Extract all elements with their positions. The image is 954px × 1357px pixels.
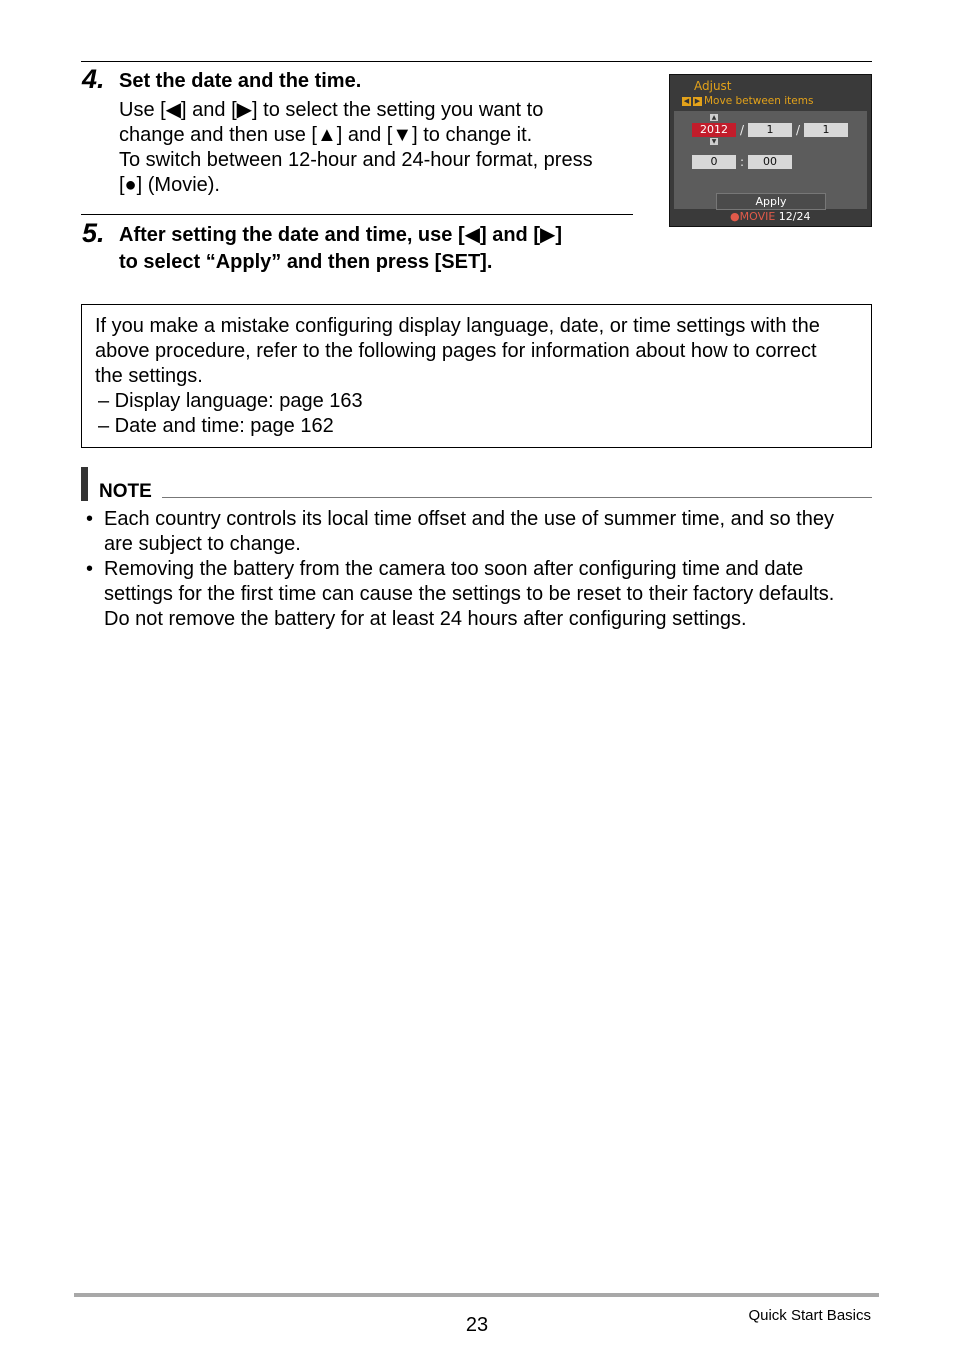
note-bullet-line: Each country controls its local time offset and the use of summer time, and so they — [104, 508, 834, 530]
note-label: NOTE — [99, 481, 152, 502]
day-field: 1 — [804, 123, 848, 137]
step5-title — [119, 222, 562, 276]
section-name: Quick Start Basics — [748, 1307, 871, 1324]
apply-button: Apply — [716, 193, 826, 210]
step4-body — [119, 98, 593, 198]
bullet-dot: • — [86, 558, 94, 580]
up-arrow-icon: ▲ — [711, 114, 717, 121]
footer-rule — [74, 1293, 879, 1297]
note-rule — [162, 497, 872, 498]
screen-footer — [730, 210, 811, 223]
camera-screen — [669, 74, 872, 227]
date-separator: / — [796, 123, 801, 137]
step5-title-line: After setting the date and time, use [◀] and [▶] — [119, 224, 563, 246]
page-number: 23 — [465, 1314, 489, 1336]
mode-label: 12/24 — [778, 210, 811, 223]
step4-line: [●] (Movie). — [119, 174, 220, 196]
minute-field: 00 — [748, 155, 792, 169]
date-separator: / — [740, 123, 745, 137]
right-key-icon: ▶ — [694, 96, 701, 105]
info-line: the settings. — [95, 365, 203, 387]
step5-title-line: to select “Apply” and then press [SET]. — [119, 251, 493, 273]
step4-title: Set the date and the time. — [119, 70, 362, 92]
movie-icon: ● — [730, 210, 740, 223]
screen-title: Adjust — [694, 79, 732, 93]
month-field: 1 — [748, 123, 792, 137]
screen-help — [682, 95, 813, 107]
note-bullet-line: are subject to change. — [104, 533, 301, 555]
info-text — [95, 314, 820, 439]
step4-top-rule — [81, 61, 872, 62]
correction-info-box — [81, 304, 872, 448]
info-line: above procedure, refer to the following pages for information about how to correct — [95, 340, 817, 362]
screen-help-text: Move between items — [704, 95, 814, 107]
note-bullet-line: Removing the battery from the camera too soon after configuring time and date — [104, 558, 804, 580]
time-separator: : — [740, 155, 745, 169]
step5-top-rule — [81, 214, 633, 215]
step5-number: 5. — [82, 218, 105, 248]
note-bullet — [86, 507, 834, 557]
step4-line: To switch between 12-hour and 24-hour format, press — [119, 149, 593, 171]
hour-field: 0 — [692, 155, 736, 169]
note-marker — [81, 467, 88, 501]
year-field: 2012 — [692, 123, 736, 137]
down-arrow-icon: ▼ — [711, 138, 717, 145]
left-key-icon: ◀ — [683, 96, 690, 105]
info-line: If you make a mistake configuring display language, date, or time settings with the — [95, 315, 820, 337]
note-bullet-line: settings for the first time can cause the settings to be reset to their factory defaults. — [104, 583, 835, 605]
note-bullet-line: Do not remove the battery for at least 24 hours after configuring settings. — [104, 608, 747, 630]
step4-line: change and then use [▲] and [▼] to change it. — [119, 124, 533, 146]
info-item: – Display language: page 163 — [98, 390, 363, 412]
step4-number: 4. — [82, 64, 105, 94]
note-bullet — [86, 557, 835, 632]
bullet-dot: • — [86, 508, 94, 530]
step4-line: Use [◀] and [▶] to select the setting you want to — [119, 99, 544, 121]
info-item: – Date and time: page 162 — [98, 415, 334, 437]
movie-label: MOVIE — [739, 210, 776, 223]
